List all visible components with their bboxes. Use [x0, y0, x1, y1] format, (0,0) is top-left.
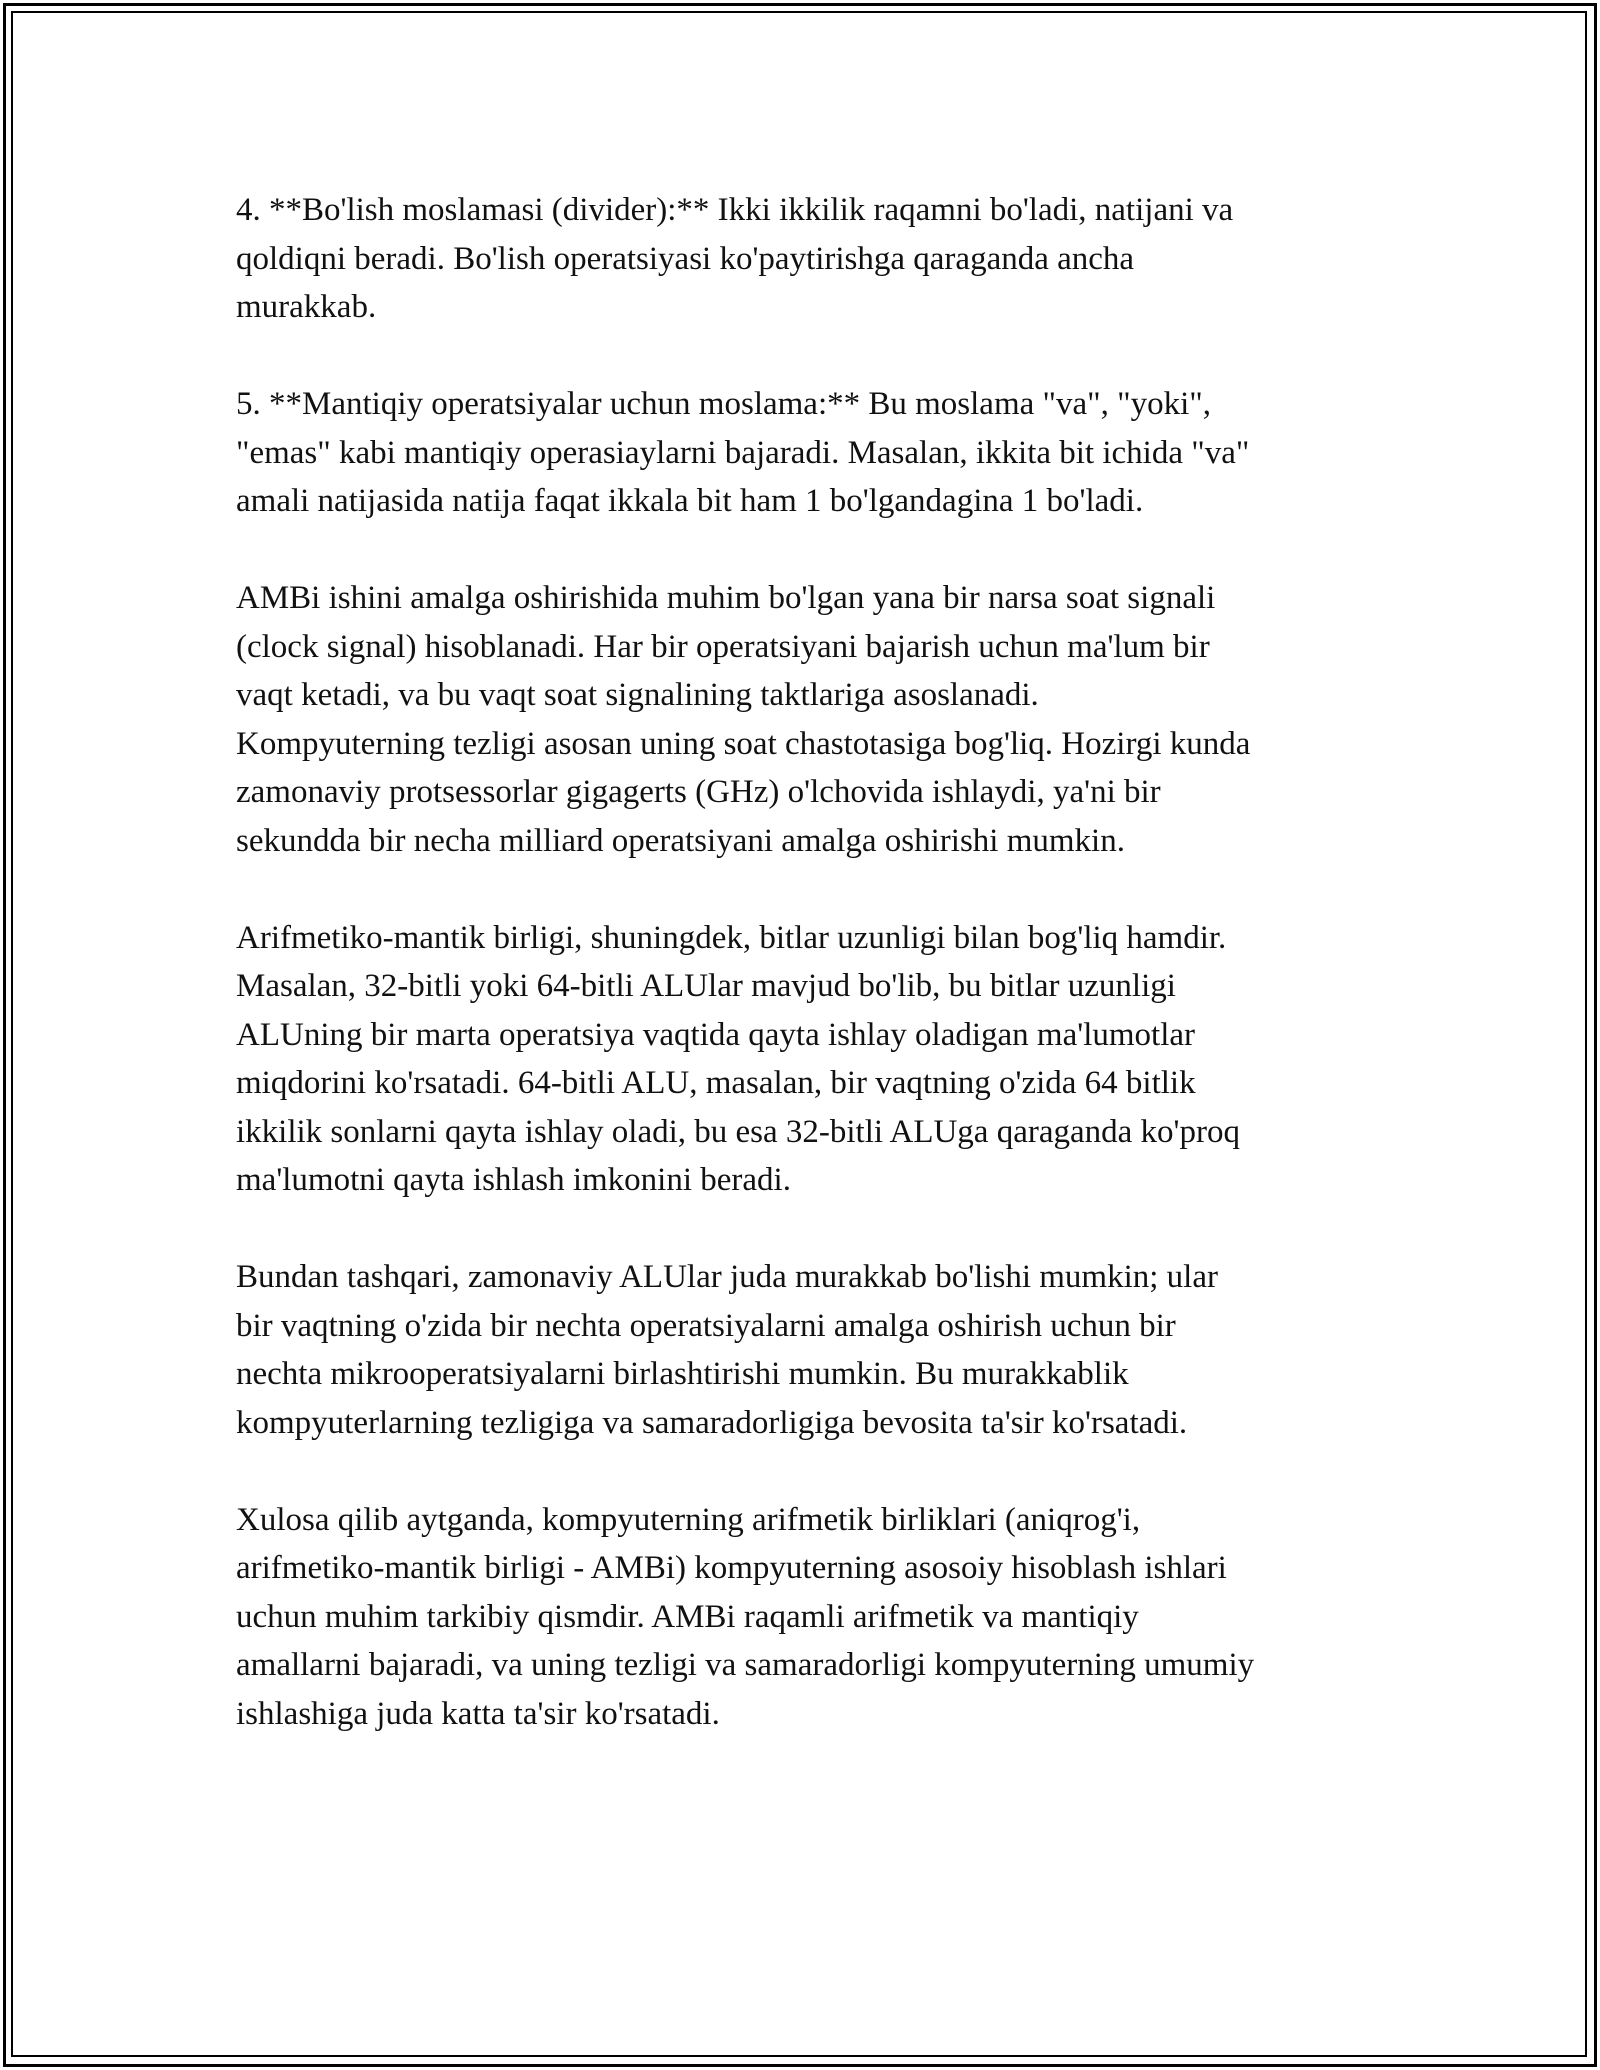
paragraph-modern-alus: Bundan tashqari, zamonaviy ALUlar juda murakkab bo'lishi mumkin; ular bir vaqtning o'zida bir nechta operatsiyalarni amalga oshirish uchun bir nechta mikrooperatsiyalarni birlashtirishi mumkin. Bu murakkablik kompyuterlarning tezligiga va samaradorligiga bevosita ta'sir ko'rsatadi. — [236, 1259, 1218, 1441]
paragraph-logic-unit-item: 5. **Mantiqiy operatsiyalar uchun moslama:** Bu moslama "va", "yoki", "emas" kabi mantiqiy operasiaylarni bajaradi. Masalan, ikkita bit ichida "va" amali natijasida natija faqat ikkala bit ham 1 bo'lgandagina 1 bo'ladi. — [236, 386, 1250, 519]
document-body — [236, 186, 1376, 1787]
paragraph-divider-item: 4. **Bo'lish moslamasi (divider):** Ikki ikkilik raqamni bo'ladi, natijani va qoldiqni beradi. Bo'lish operatsiyasi ko'paytirishga qaraganda ancha murakkab. — [236, 192, 1234, 325]
paragraph-bit-width: Arifmetiko-mantik birligi, shuningdek, bitlar uzunligi bilan bog'liq hamdir. Masalan, 32-bitli yoki 64-bitli ALUlar mavjud bo'lib, bu bitlar uzunligi ALUning bir marta operatsiya vaqtida qayta ishlay oladigan ma'lumotlar miqdorini ko'rsatadi. 64-bitli ALU, masalan, bir vaqtning o'zida 64 bitlik ikkilik sonlarni qayta ishlay oladi, bu esa 32-bitli ALUga qaraganda ko'proq ma'lumotni qayta ishlash imkonini beradi. — [236, 919, 1240, 1198]
paragraph-clock-signal: AMBi ishini amalga oshirishida muhim bo'lgan yana bir narsa soat signali (clock signal) hisoblanadi. Har bir operatsiyani bajarish uchun ma'lum bir vaqt ketadi, va bu vaqt soat signalining taktlariga asoslanadi. Kompyuterning tezligi asosan uning soat chastotasiga bog'liq. Hozirgi kunda zamonaviy protsessorlar gigagerts (GHz) o'lchovida ishlaydi, ya'ni bir sekundda bir necha milliard operatsiyani amalga oshirishi mumkin. — [236, 580, 1251, 859]
paragraph-conclusion: Xulosa qilib aytganda, kompyuterning arifmetik birliklari (aniqrog'i, arifmetiko-mantik birligi - AMBi) kompyuterning asosoiy hisoblash ishlari uchun muhim tarkibiy qismdir. AMBi raqamli arifmetik va mantiqiy amallarni bajaradi, va uning tezligi va samaradorligi kompyuterning umumiy ishlashiga juda katta ta'sir ko'rsatadi. — [236, 1501, 1255, 1732]
